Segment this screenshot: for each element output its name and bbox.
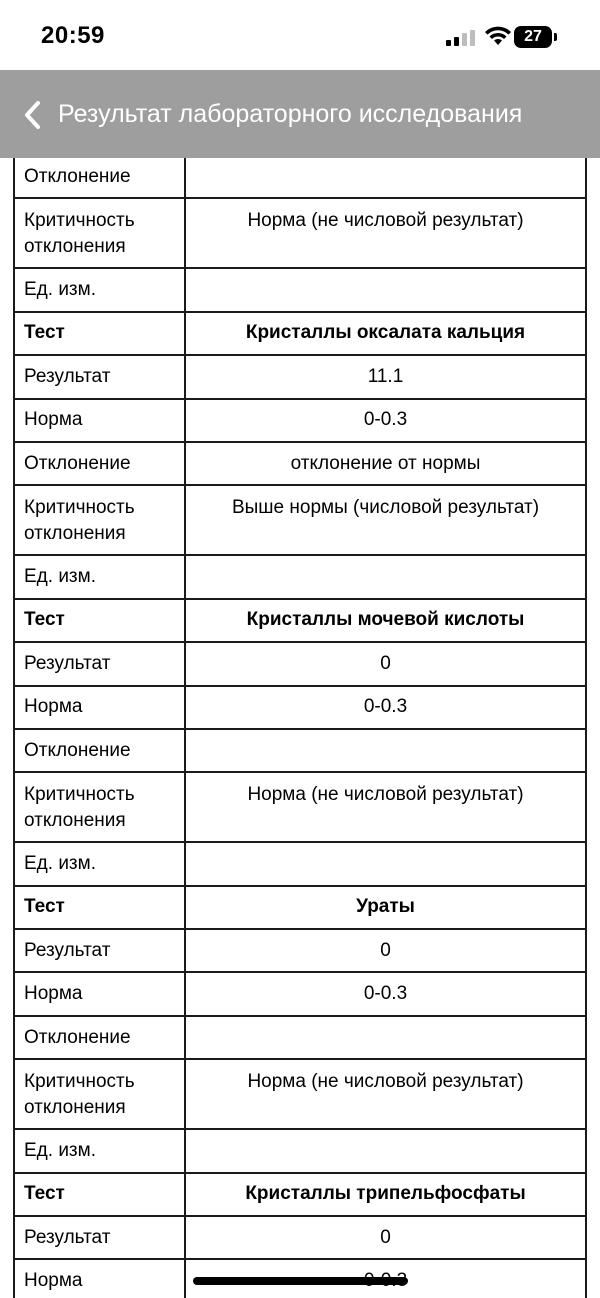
row-value: 0 xyxy=(185,1216,586,1259)
table-row xyxy=(14,842,586,885)
row-label: Отклонение xyxy=(14,442,185,485)
row-label: Норма xyxy=(14,686,185,729)
status-time: 20:59 xyxy=(41,22,105,49)
row-label: Отклонение xyxy=(14,729,185,772)
row-label: Ед. изм. xyxy=(14,842,185,885)
row-value: 0-0.3 xyxy=(185,399,586,442)
row-value: Кристаллы оксалата кальция xyxy=(185,312,586,355)
row-label: Тест xyxy=(14,1173,185,1216)
table-row xyxy=(14,1216,586,1259)
row-value xyxy=(185,555,586,598)
table-row xyxy=(14,158,586,198)
row-value: отклонение от нормы xyxy=(185,442,586,485)
row-label: Критичность отклонения xyxy=(14,772,185,842)
home-indicator xyxy=(193,1277,408,1285)
row-value: 0-0.3 xyxy=(185,686,586,729)
row-label: Норма xyxy=(14,1259,185,1298)
row-value: 0 xyxy=(185,642,586,685)
row-value xyxy=(185,1016,586,1059)
row-label: Отклонение xyxy=(14,158,185,198)
status-bar xyxy=(0,0,600,70)
row-value: Кристаллы мочевой кислоты xyxy=(185,599,586,642)
table-row xyxy=(14,642,586,685)
battery-icon xyxy=(514,26,552,48)
results-table xyxy=(13,158,587,1298)
row-value: 11.1 xyxy=(185,355,586,398)
table-row xyxy=(14,442,586,485)
results-table-body xyxy=(14,158,586,1298)
row-label: Результат xyxy=(14,355,185,398)
navigation-bar xyxy=(0,70,600,158)
row-label: Критичность отклонения xyxy=(14,485,185,555)
table-row xyxy=(14,929,586,972)
row-label: Критичность отклонения xyxy=(14,1059,185,1129)
table-row xyxy=(14,1129,586,1172)
row-label: Тест xyxy=(14,312,185,355)
table-row xyxy=(14,355,586,398)
table-row xyxy=(14,268,586,311)
row-value xyxy=(185,1129,586,1172)
table-row xyxy=(14,686,586,729)
table-row xyxy=(14,555,586,598)
row-value: Норма (не числовой результат) xyxy=(185,198,586,268)
row-label: Критичность отклонения xyxy=(14,198,185,268)
table-row xyxy=(14,485,586,555)
row-label: Тест xyxy=(14,886,185,929)
row-value: Норма (не числовой результат) xyxy=(185,1059,586,1129)
table-row xyxy=(14,729,586,772)
test-header-row xyxy=(14,312,586,355)
row-value: Ураты xyxy=(185,886,586,929)
row-value xyxy=(185,729,586,772)
row-value: Выше нормы (числовой результат) xyxy=(185,485,586,555)
battery-level: 27 xyxy=(524,28,542,45)
row-label: Отклонение xyxy=(14,1016,185,1059)
row-value: Кристаллы трипельфосфаты xyxy=(185,1173,586,1216)
row-label: Тест xyxy=(14,599,185,642)
table-row xyxy=(14,1059,586,1129)
row-label: Результат xyxy=(14,642,185,685)
row-label: Норма xyxy=(14,972,185,1015)
row-label: Ед. изм. xyxy=(14,268,185,311)
row-value xyxy=(185,842,586,885)
cellular-signal-icon xyxy=(446,30,476,46)
results-content xyxy=(0,158,600,1298)
table-row xyxy=(14,972,586,1015)
test-header-row xyxy=(14,886,586,929)
row-label: Норма xyxy=(14,399,185,442)
row-label: Результат xyxy=(14,929,185,972)
row-value: 0 xyxy=(185,929,586,972)
row-value xyxy=(185,268,586,311)
wifi-icon xyxy=(484,26,512,46)
row-label: Ед. изм. xyxy=(14,555,185,598)
chevron-left-icon[interactable] xyxy=(22,100,42,130)
table-row xyxy=(14,772,586,842)
test-header-row xyxy=(14,599,586,642)
test-header-row xyxy=(14,1173,586,1216)
page-title: Результат лабораторного исследования xyxy=(58,100,523,128)
table-row xyxy=(14,399,586,442)
table-row xyxy=(14,198,586,268)
row-value: 0-0.3 xyxy=(185,972,586,1015)
table-row xyxy=(14,1016,586,1059)
row-label: Результат xyxy=(14,1216,185,1259)
battery-nub xyxy=(554,33,557,41)
row-value xyxy=(185,158,586,198)
row-label: Ед. изм. xyxy=(14,1129,185,1172)
row-value: Норма (не числовой результат) xyxy=(185,772,586,842)
